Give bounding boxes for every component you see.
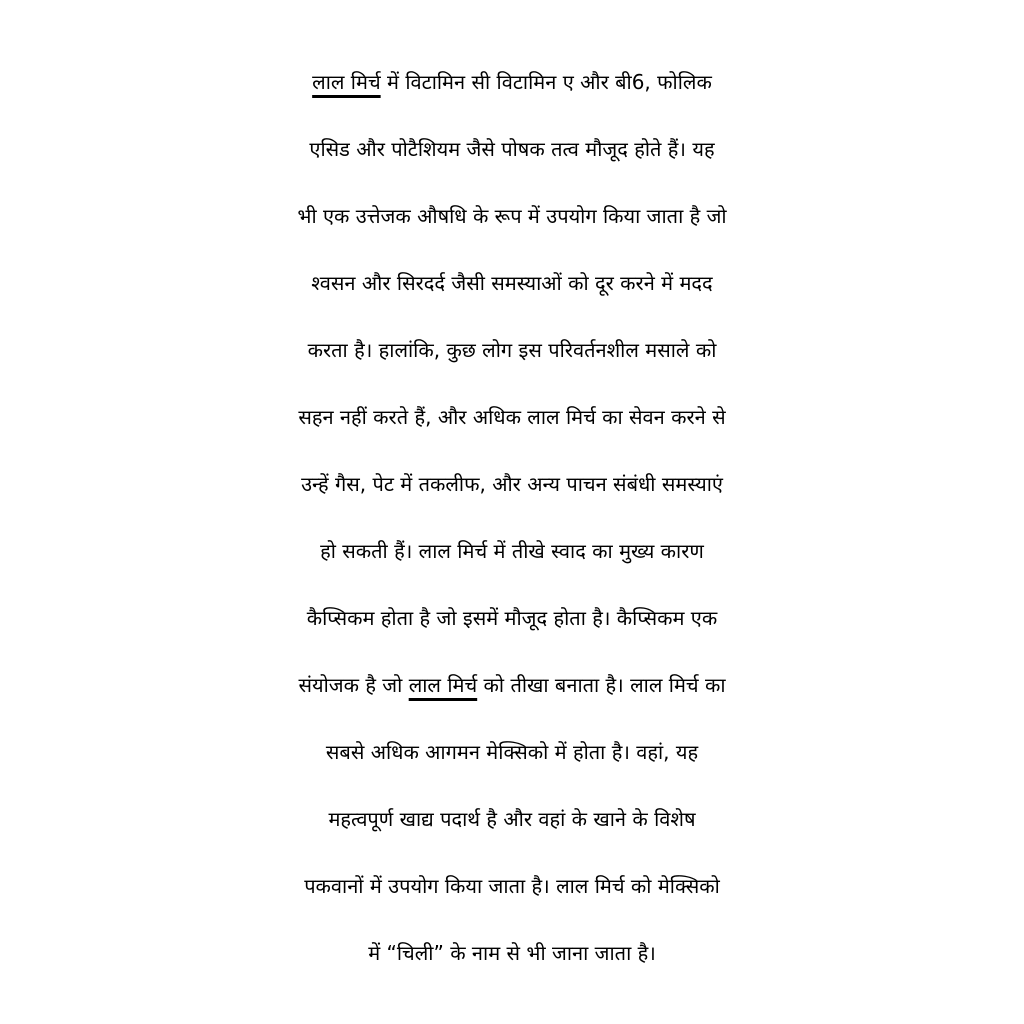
line-10-before: संयोजक है जो: [298, 673, 409, 697]
text-line-12: महत्वपूर्ण खाद्य पदार्थ है और वहां के खाने के विशेष: [328, 807, 696, 831]
red-chilli-link[interactable]: लाल मिर्च: [312, 70, 381, 94]
text-line-10: [0, 659, 1024, 711]
text-line-13: पकवानों में उपयोग किया जाता है। लाल मिर्च को मेक्सिको: [304, 874, 720, 898]
text-line-7: उन्हें गैस, पेट में तकलीफ, और अन्य पाचन संबंधी समस्याएं: [301, 472, 723, 496]
line-10-text: को तीखा बनाता है। लाल मिर्च का: [477, 673, 726, 697]
text-line-8: हो सकती हैं। लाल मिर्च में तीखे स्वाद का मुख्य कारण: [320, 539, 704, 563]
line-1-text: में विटामिन सी विटामिन ए और बी6, फोलिक: [380, 70, 712, 94]
red-chilli-link-2[interactable]: लाल मिर्च: [408, 673, 478, 697]
text-line-6: सहन नहीं करते हैं, और अधिक लाल मिर्च का सेवन करने से: [298, 405, 726, 429]
text-line-5: करता है। हालांकि, कुछ लोग इस परिवर्तनशील मसाले को: [307, 338, 717, 362]
text-line-4: श्वसन और सिरदर्द जैसी समस्याओं को दूर करने में मदद: [311, 271, 713, 295]
text-line-3: भी एक उत्तेजक औषधि के रूप में उपयोग किया जाता है जो: [297, 204, 727, 228]
text-line-1: [0, 56, 1024, 108]
text-line-14: में “चिली” के नाम से भी जाना जाता है।: [368, 941, 656, 965]
text-line-11: सबसे अधिक आगमन मेक्सिको में होता है। वहां, यह: [325, 740, 699, 764]
text-line-2: एसिड और पोटैशियम जैसे पोषक तत्व मौजूद होते हैं। यह: [309, 137, 715, 161]
text-line-9: कैप्सिकम होता है जो इसमें मौजूद होता है। कैप्सिकम एक: [306, 606, 718, 630]
